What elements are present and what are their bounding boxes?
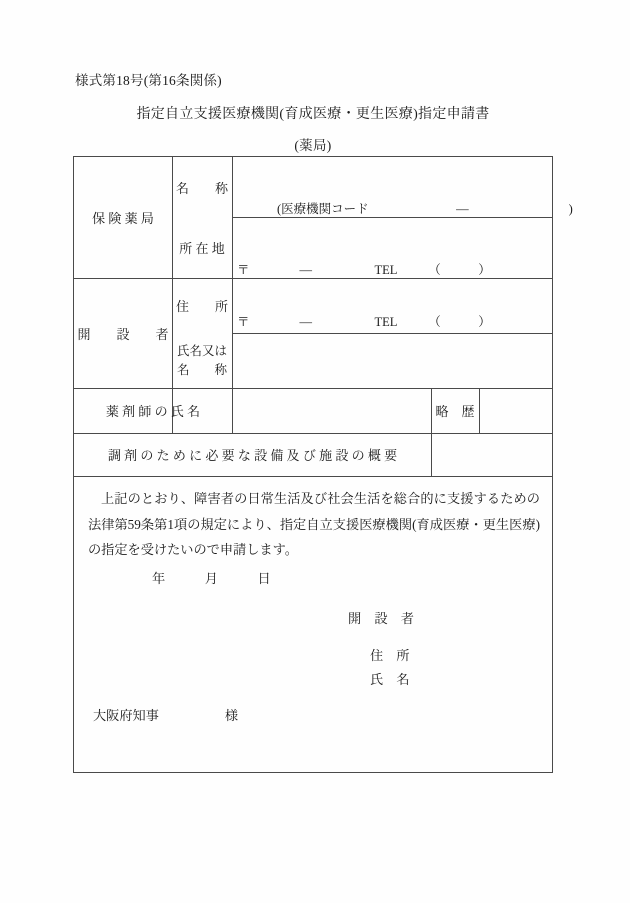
page-subtitle: (薬局) <box>294 138 332 153</box>
date-line[interactable]: 年 月 日 <box>152 571 271 586</box>
signature-name-label[interactable]: 氏 名 <box>370 672 410 687</box>
founder-postal-tel-note: 〒 — TEL （ ） <box>237 315 491 329</box>
facilities-value[interactable] <box>431 433 553 476</box>
pharmacist-name-label: 薬 剤 師 の 氏 名 <box>105 404 201 419</box>
founder-address-label-cell <box>172 278 232 333</box>
pharmacy-location-label-cell <box>172 217 232 278</box>
signature-founder-label: 開 設 者 <box>348 611 414 626</box>
pharmacist-history-label: 略 歴 <box>435 404 475 419</box>
founder-name-label <box>177 342 227 378</box>
pharmacist-name-value[interactable] <box>232 388 431 433</box>
pharmacy-postal-tel-note: 〒 — TEL （ ） <box>237 263 491 277</box>
founder-section-label: 開 設 者 <box>77 326 169 342</box>
founder-name-label-line1: 氏名又は <box>176 344 227 359</box>
addressee-governor: 大阪府知事 様 <box>93 708 239 723</box>
founder-name-value[interactable] <box>232 333 553 388</box>
insured-pharmacy-section-label-cell <box>74 157 172 278</box>
pharmacist-name-label-cell <box>74 388 232 433</box>
application-statement: 上記のとおり、障害者の日常生活及び社会生活を総合的に支援するための法律第59条第1項の規定により、指定自立支援医療機関(育成医療・更生医療)の指定を受けたいので申請します。 <box>88 491 540 557</box>
founder-name-label-cell <box>172 333 232 388</box>
pharmacy-location-label: 所 在 地 <box>179 241 225 256</box>
form-number: 様式第18号(第16条関係) <box>75 73 222 88</box>
institution-code-note: (医療機関コード — ) <box>277 202 573 216</box>
application-table <box>73 156 573 773</box>
pharmacist-history-label-cell <box>431 388 479 433</box>
founder-address-value[interactable] <box>232 278 553 312</box>
page-title: 指定自立支援医療機関(育成医療・更生医療)指定申請書 <box>136 107 490 122</box>
pharmacist-history-value[interactable] <box>479 388 553 433</box>
facilities-label-cell <box>74 433 431 476</box>
signature-address-label[interactable]: 住 所 <box>370 648 410 663</box>
pharmacy-name-label-cell <box>172 157 232 217</box>
founder-name-label-line2: 名 称 <box>176 362 227 377</box>
founder-section-label-cell <box>74 278 172 388</box>
pharmacy-location-value[interactable] <box>232 217 553 261</box>
pharmacy-name-label: 名 称 <box>175 180 228 196</box>
founder-address-label: 住 所 <box>175 299 228 314</box>
table-hline-facilities-bottom <box>74 476 553 477</box>
facilities-label: 調 剤 の た め に 必 要 な 設 備 及 び 施 設 の 概 要 <box>107 448 398 463</box>
insured-pharmacy-section-label: 保 険 薬 局 <box>92 211 154 226</box>
